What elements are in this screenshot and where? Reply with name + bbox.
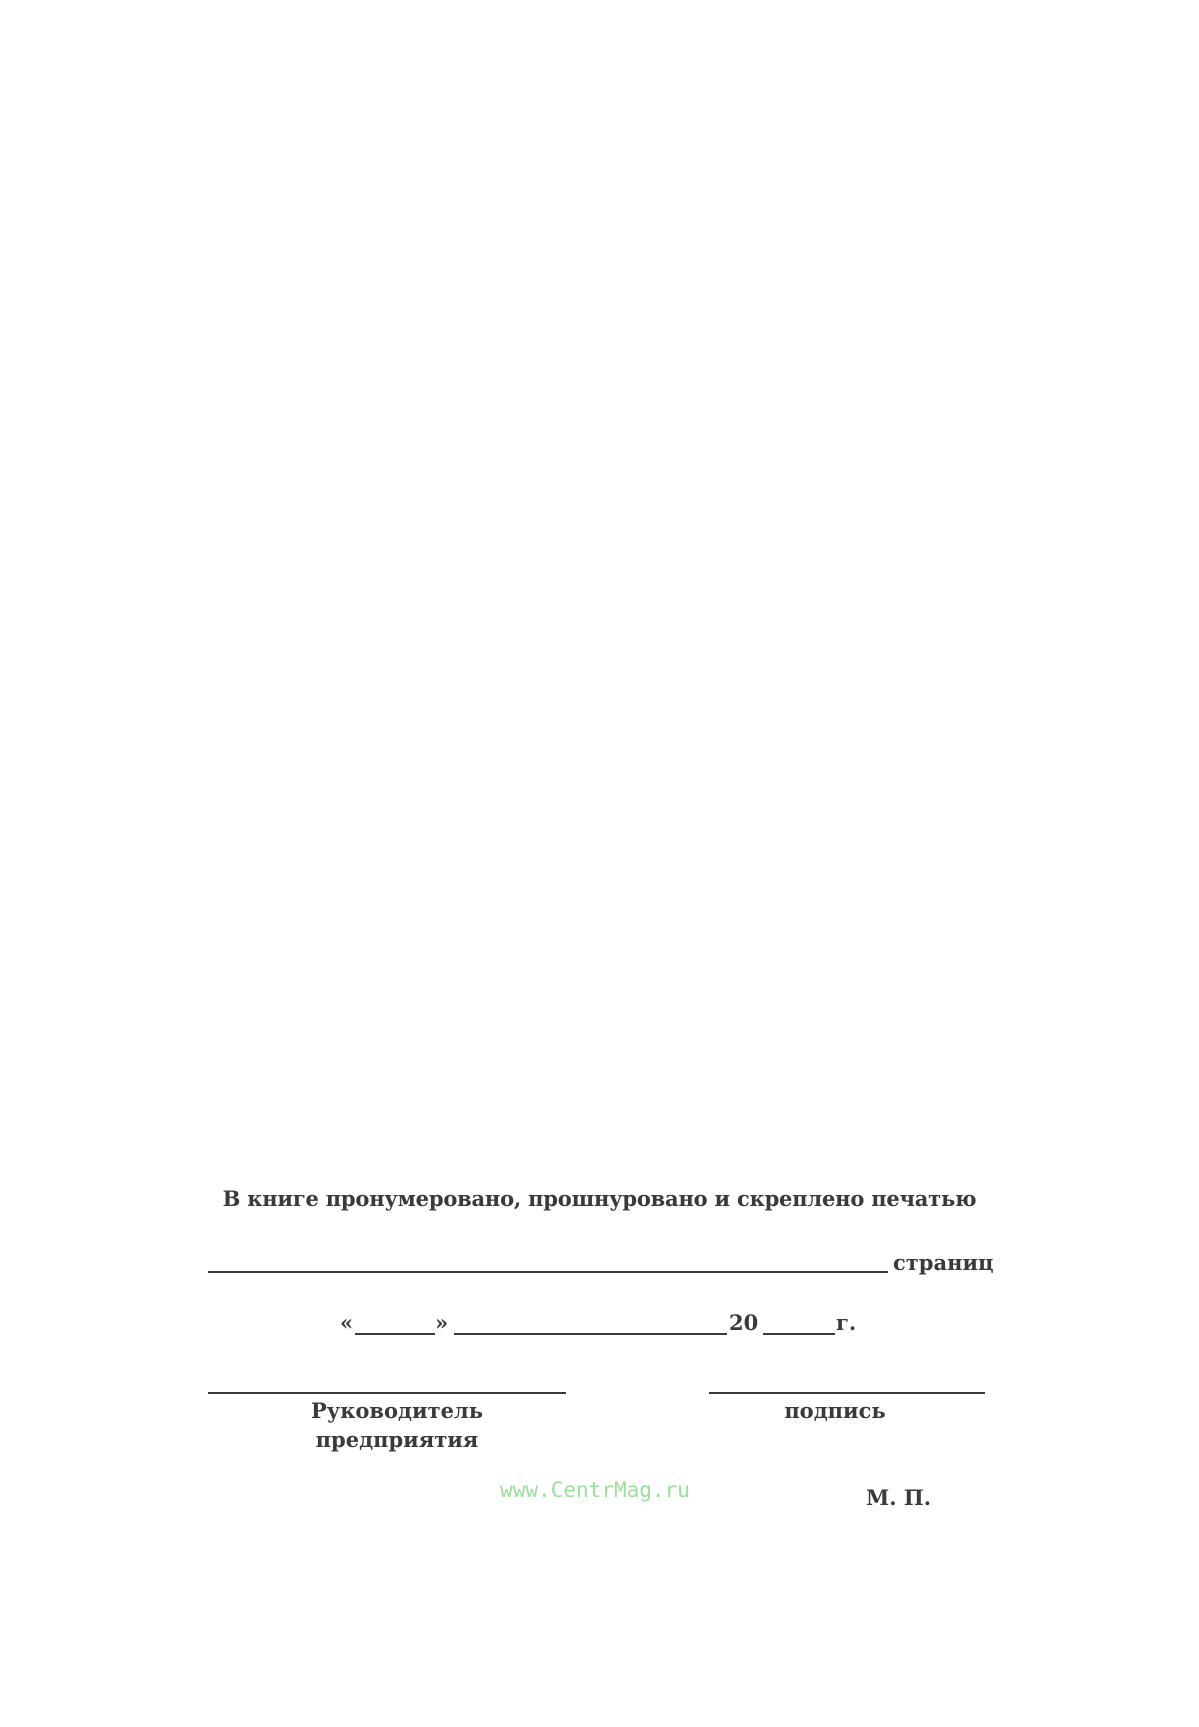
pages-word: страниц	[893, 1250, 994, 1275]
date-month-line	[454, 1333, 727, 1335]
head-label-line2: предприятия	[315, 1427, 479, 1452]
signature-line	[709, 1392, 985, 1394]
date-year-suffix: г.	[836, 1310, 857, 1335]
date-close-quote: »	[435, 1310, 449, 1335]
date-year-prefix: 20	[729, 1310, 759, 1335]
signature-label: подпись	[784, 1398, 886, 1423]
date-year-line	[763, 1333, 835, 1335]
page-heading: В книге пронумеровано, прошнуровано и скреплено печатью	[222, 1186, 977, 1211]
watermark: www.CentrMag.ru	[500, 1478, 690, 1502]
date-day-line	[355, 1333, 435, 1335]
pages-count-line	[208, 1271, 888, 1273]
head-label	[268, 1396, 526, 1454]
date-open-quote: «	[340, 1310, 354, 1335]
head-signature-line	[208, 1392, 566, 1394]
head-label-line1: Руководитель	[310, 1398, 483, 1423]
seal-label: М. П.	[866, 1485, 932, 1510]
